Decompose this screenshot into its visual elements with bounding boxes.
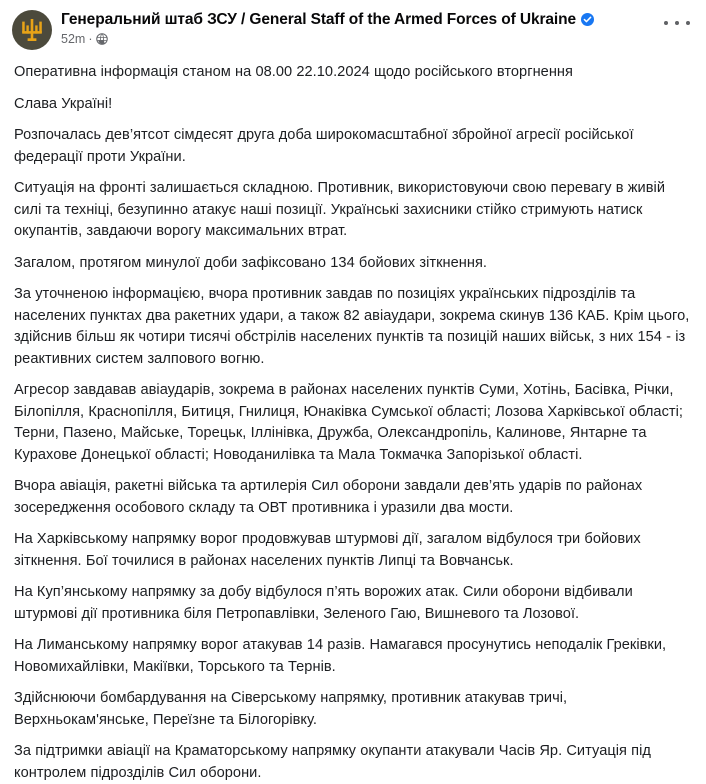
timestamp[interactable]: 52m xyxy=(61,31,86,46)
post-paragraph: На Лиманському напрямку ворог атакував 14 разів. Намагався просунутись неподалік Греківки, Новомихайлівки, Макіївки, Торського та Тернів. xyxy=(14,637,667,675)
verified-badge-icon xyxy=(581,13,594,26)
page-name[interactable]: Генеральний штаб ЗСУ / General Staff of the Armed Forces of Ukraine xyxy=(61,11,577,28)
post-paragraph: Слава Україні! xyxy=(14,95,113,112)
post-paragraph: За уточненою інформацією, вчора противник завдав по позиціях українських підрозділів та населених пунктах два ракетних удари, а також 82 авіаудари, зокрема скинув 136 КАБ. Крім цього, здійснив більш як чотири тисячі обстрілів населених пунктів та позицій наших військ, з них 154 - із реактивних систем залпового вогню. xyxy=(14,286,690,367)
more-options-button[interactable] xyxy=(664,14,690,32)
post-paragraph: Агресор завдавав авіаударів, зокрема в районах населених пунктів Суми, Хотінь, Басівка, Річки, Білопілля, Краснопілля, Битиця, Гнилиця, Юнаківка Сумської області; Лозова Харківської області; Терни, Пазено, Майське, Торецьк, Іллінівка, Дружба, Олександропіль, Калинове, Янтарне та Курахове Донецької області; Новоданилівка та Мала Токмачка Запорізької області. xyxy=(14,382,684,463)
more-options-dot xyxy=(675,21,679,25)
meta-separator: · xyxy=(88,31,93,46)
post-paragraph: Ситуація на фронті залишається складною. Противник, використовуючи свою перевагу в живій силі та техніці, безупинно атакує наші позиції. Українські захисники стійко стримують натиск окупантів, завдаючи ворогу максимальних втрат. xyxy=(14,180,666,239)
post-paragraph: На Харківському напрямку ворог продовжував штурмові дії, загалом відбулося три бойових зіткнення. Бої точилися в районах населених пунктів Липці та Вовчанськ. xyxy=(14,531,641,569)
name-row xyxy=(61,11,694,29)
post-paragraph: Загалом, протягом минулої доби зафіксовано 134 бойових зіткнення. xyxy=(14,254,487,271)
post-text-body xyxy=(0,56,706,784)
post-paragraph: Оперативна інформація станом на 08.00 22.10.2024 щодо російського вторгнення xyxy=(14,64,573,80)
header-text-block xyxy=(61,10,694,47)
post-paragraph: На Куп’янському напрямку за добу відбулося п’ять ворожих атак. Сили оборони відбивали штурмові дії противника біля Петропавлівки, Зеленого Гаю, Вишневого та Лозової. xyxy=(14,584,633,622)
globe-icon[interactable] xyxy=(96,33,108,45)
post-paragraph: Розпочалась дев’ятсот сімдесят друга доба широкомасштабної збройної агресії російської федерації проти України. xyxy=(14,127,634,165)
post-paragraph: Вчора авіація, ракетні війська та артилерія Сил оборони завдали дев’ять ударів по районах зосередження особового складу та ОВТ противника і уразили два мости. xyxy=(14,478,643,516)
more-options-dot xyxy=(664,21,668,25)
ukrainian-trident-emblem-icon xyxy=(20,17,44,43)
post-header xyxy=(0,0,706,56)
post-paragraph: За підтримки авіації на Краматорському напрямку окупанти атакували Часів Яр. Ситуація під контролем підрозділів Сил оборони. xyxy=(14,743,651,781)
post-meta xyxy=(61,32,694,47)
avatar[interactable] xyxy=(12,10,52,50)
more-options-dot xyxy=(686,21,690,25)
post-paragraph: Здійснюючи бомбардування на Сіверському напрямку, противник атакував тричі, Верхньокам'янське, Переїзне та Білогорівку. xyxy=(14,690,568,728)
